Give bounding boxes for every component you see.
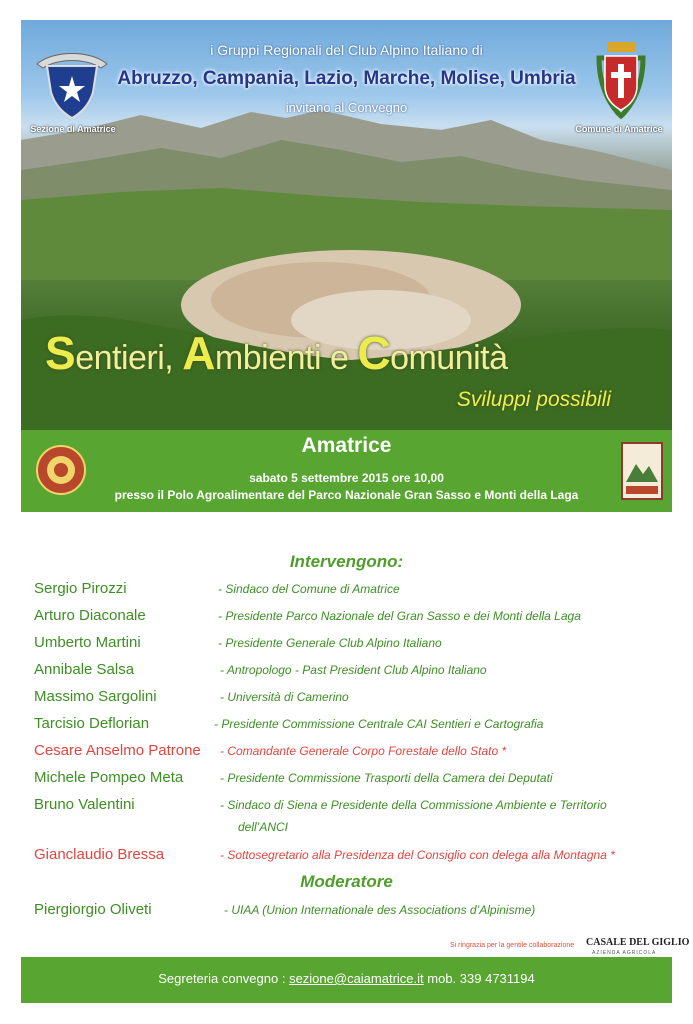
footer-contact: Segreteria convegno : sezione@caiamatrice.it mob. 339 4731194 <box>158 971 535 986</box>
speaker-name: Massimo Sargolini <box>34 688 157 705</box>
cai-logo-icon <box>33 46 111 120</box>
speaker-row <box>34 661 674 685</box>
sponsor-subtitle: AZIENDA AGRICOLA <box>592 950 657 956</box>
speaker-role: - Sottosegretario alla Presidenza del Consiglio con delega alla Montagna * <box>220 848 615 862</box>
speaker-name: Arturo Diaconale <box>34 607 146 624</box>
speaker-role: - Presidente Commissione Trasporti della Camera dei Deputati <box>220 771 553 785</box>
speaker-row <box>34 688 674 712</box>
moderator-name: Piergiorgio Oliveti <box>34 901 152 918</box>
speaker-row <box>34 796 674 840</box>
event-venue: presso il Polo Agroalimentare del Parco Nazionale Gran Sasso e Monti della Laga <box>114 488 579 502</box>
header-organizers: i Gruppi Regionali del Club Alpino Italiano di <box>210 42 483 58</box>
speaker-row <box>34 607 674 631</box>
speaker-name: Annibale Salsa <box>34 661 135 678</box>
speaker-role: - Sindaco del Comune di Amatrice <box>218 582 400 596</box>
footer-band <box>21 957 672 1003</box>
speaker-role: - Presidente Generale Club Alpino Italiano <box>218 636 442 650</box>
speaker-role: - Presidente Parco Nazionale del Gran Sasso e dei Monti della Laga <box>218 609 581 623</box>
speaker-row <box>34 715 674 739</box>
header-regions: Abruzzo, Campania, Lazio, Marche, Molise, Umbria <box>117 68 576 89</box>
comune-crest-icon <box>589 38 653 124</box>
speaker-role: - Presidente Commissione Centrale CAI Sentieri e Cartografia <box>214 717 544 731</box>
speaker-role: - Università di Camerino <box>220 690 349 704</box>
speaker-name: Michele Pompeo Meta <box>34 769 184 786</box>
header-invite: invitano al Convegno <box>285 100 408 115</box>
speaker-name: Tarcisio Deflorian <box>34 715 150 732</box>
sponsor-logo: CASALE DEL GIGLIO <box>586 937 690 948</box>
cai-caption: Sezione di Amatrice <box>30 124 116 134</box>
speaker-role: - Sindaco di Siena e Presidente della Commissione Ambiente e Territorio <box>220 798 607 812</box>
event-title: Sentieri, Ambienti e Comunità <box>45 327 508 379</box>
hero-photo <box>21 20 672 430</box>
speaker-role: - Antropologo - Past President Club Alpino Italiano <box>220 663 487 677</box>
speaker-row <box>34 634 674 658</box>
speaker-row <box>34 769 674 793</box>
speaker-row <box>34 580 674 604</box>
event-subtitle: Sviluppi possibili <box>456 388 611 411</box>
comune-caption: Comune di Amatrice <box>575 124 663 134</box>
moderator-row <box>34 901 674 925</box>
event-city: Amatrice <box>301 434 392 457</box>
speaker-role-continued: dell’ANCI <box>238 820 289 834</box>
speaker-name: Umberto Martini <box>34 634 141 651</box>
thanks-note: Si ringrazia per la gentile collaborazione <box>450 942 575 949</box>
moderator-heading: Moderatore <box>300 872 393 891</box>
speaker-row <box>34 846 674 870</box>
speaker-name: Bruno Valentini <box>34 796 135 813</box>
event-band <box>21 430 672 512</box>
speaker-name: Sergio Pirozzi <box>34 580 127 597</box>
speaker-role: - Comandante Generale Corpo Forestale dello Stato * <box>220 744 507 758</box>
speaker-row <box>34 742 674 766</box>
speaker-name: Cesare Anselmo Patrone <box>34 742 201 759</box>
event-date: sabato 5 settembre 2015 ore 10,00 <box>249 471 444 485</box>
speakers-heading: Intervengono: <box>289 552 404 571</box>
moderator-role: - UIAA (Union Internationale des Associations d’Alpinisme) <box>224 903 536 917</box>
speaker-name: Gianclaudio Bressa <box>34 846 165 863</box>
email-link[interactable]: sezione@caiamatrice.it <box>289 971 424 986</box>
park-logo-icon <box>621 442 663 500</box>
